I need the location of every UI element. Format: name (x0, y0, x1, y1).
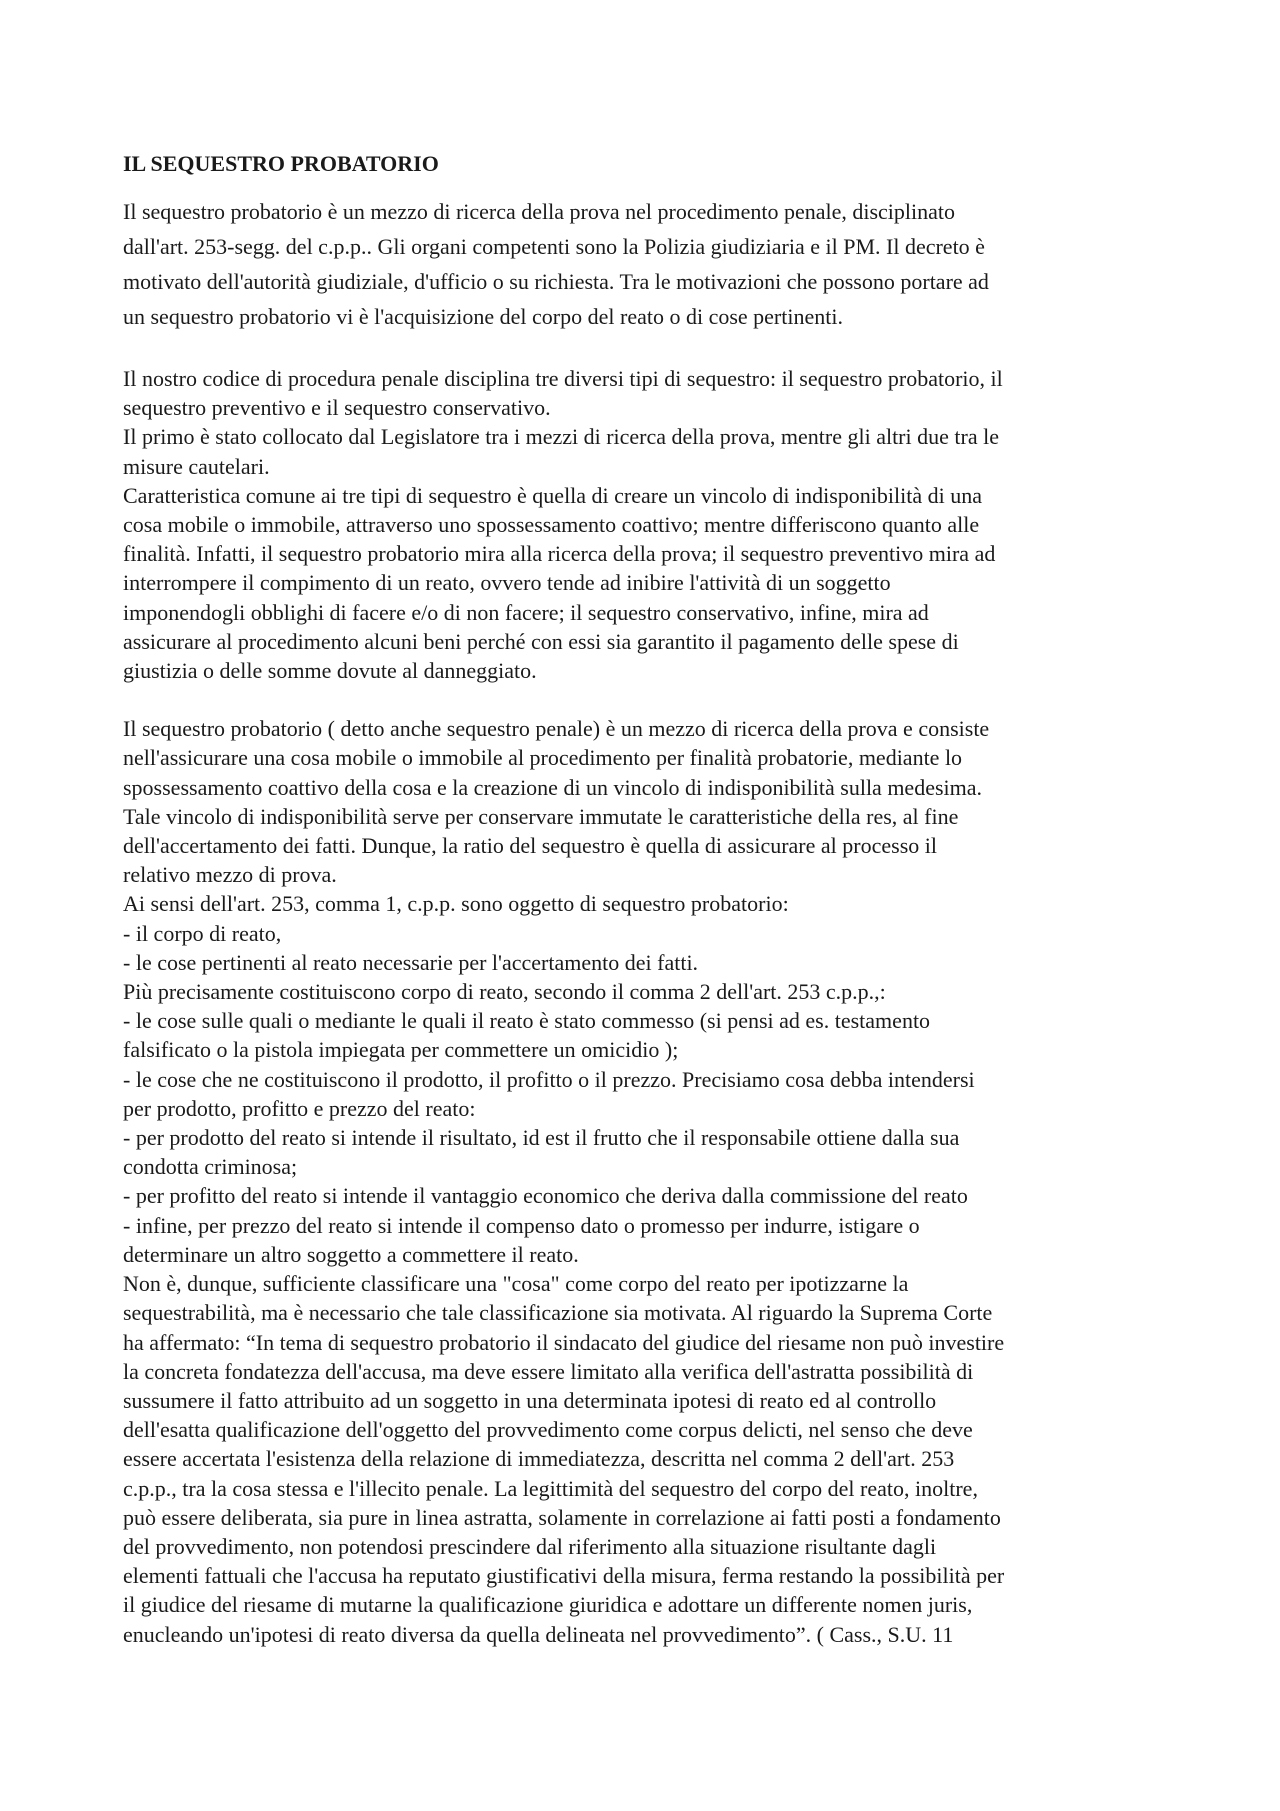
list-item: - le cose pertinenti al reato necessarie per l'accertamento dei fatti. (123, 949, 699, 975)
text-line: spossessamento coattivo della cosa e la creazione di un vincolo di indisponibilità sulla medesima. (123, 774, 983, 800)
text-line: Più precisamente costituiscono corpo di reato, secondo il comma 2 dell'art. 253 c.p.p.,: (123, 979, 886, 1005)
text-line: Non è, dunque, sufficiente classificare una "cosa" come corpo del reato per ipotizzarne la (123, 1271, 909, 1297)
text-line: relativo mezzo di prova. (123, 862, 337, 888)
quote-line: sussumere il fatto attribuito ad un soggetto in una determinata ipotesi di reato ed al controllo (123, 1387, 937, 1413)
text-line: misure cautelari. (123, 453, 270, 479)
body-text (123, 364, 1168, 1649)
text-line: motivato dell'autorità giudiziale, d'ufficio o su richiesta. Tra le motivazioni che possono portare ad (123, 269, 989, 294)
text-line: per prodotto, profitto e prezzo del reato: (123, 1095, 476, 1121)
text-line: condotta criminosa; (123, 1154, 298, 1180)
quote-line: essere accertata l'esistenza della relazione di immediatezza, descritta nel comma 2 dell'art. 253 (123, 1446, 955, 1472)
quote-line: c.p.p., tra la cosa stessa e l'illecito penale. La legittimità del sequestro del corpo del reato, inoltre, (123, 1475, 978, 1501)
intro-paragraph (123, 194, 1168, 334)
text-line: dall'art. 253-segg. del c.p.p.. Gli organi competenti sono la Polizia giudiziaria e il PM. Il decreto è (123, 234, 985, 259)
text-line: un sequestro probatorio vi è l'acquisizione del corpo del reato o di cose pertinenti. (123, 304, 843, 329)
text-line: Caratteristica comune ai tre tipi di sequestro è quella di creare un vincolo di indisponibilità di una (123, 482, 982, 508)
quote-line: il giudice del riesame di mutarne la qualificazione giuridica e adottare un differente nomen juris, (123, 1592, 973, 1618)
text-line: Il sequestro probatorio ( detto anche sequestro penale) è un mezzo di ricerca della prova e consiste (123, 716, 990, 742)
text-line: assicurare al procedimento alcuni beni perché con essi sia garantito il pagamento delle spese di (123, 628, 959, 654)
document-title: IL SEQUESTRO PROBATORIO (123, 151, 439, 176)
quote-line: enucleando un'ipotesi di reato diversa da quella delineata nel provvedimento”. ( Cass., S.U. 11 (123, 1621, 954, 1647)
list-item: - per profitto del reato si intende il vantaggio economico che deriva dalla commissione del reato (123, 1183, 968, 1209)
text-line: Il sequestro probatorio è un mezzo di ricerca della prova nel procedimento penale, disciplinato (123, 199, 956, 224)
text-line: cosa mobile o immobile, attraverso uno spossessamento coattivo; mentre differiscono quanto alle (123, 512, 980, 538)
text-line: giustizia o delle somme dovute al danneggiato. (123, 658, 537, 684)
quote-line: ha affermato: “In tema di sequestro probatorio il sindacato del giudice del riesame non può investire (123, 1329, 1005, 1355)
text-line: finalità. Infatti, il sequestro probatorio mira alla ricerca della prova; il sequestro preventivo mira ad (123, 541, 996, 567)
paragraph-spacer (123, 685, 1168, 714)
text-line: nell'assicurare una cosa mobile o immobile al procedimento per finalità probatorie, mediante lo (123, 745, 963, 771)
list-item: - infine, per prezzo del reato si intende il compenso dato o promesso per indurre, istigare o (123, 1212, 920, 1238)
list-item: - le cose sulle quali o mediante le quali il reato è stato commesso (si pensi ad es. testamento (123, 1008, 931, 1034)
quote-line: la concreta fondatezza dell'accusa, ma deve essere limitato alla verifica dell'astratta possibilità di (123, 1358, 974, 1384)
quote-line: elementi fattuali che l'accusa ha reputato giustificativi della misura, ferma restando la possibilità per (123, 1563, 1005, 1589)
quote-line: può essere deliberata, sia pure in linea astratta, solamente in correlazione ai fatti posti a fondamento (123, 1504, 1001, 1530)
text-line: Il nostro codice di procedura penale disciplina tre diversi tipi di sequestro: il sequestro probatorio, il (123, 366, 1003, 391)
quote-line: del provvedimento, non potendosi prescindere dal riferimento alla situazione risultante dagli (123, 1533, 937, 1559)
text-line: sequestrabilità, ma è necessario che tale classificazione sia motivata. Al riguardo la Suprema Corte (123, 1300, 993, 1326)
text-line: imponendogli obblighi di facere e/o di non facere; il sequestro conservativo, infine, mira ad (123, 599, 929, 625)
text-line: Il primo è stato collocato dal Legislatore tra i mezzi di ricerca della prova, mentre gli altri due tra le (123, 424, 999, 450)
list-item: - le cose che ne costituiscono il prodotto, il profitto o il prezzo. Precisiamo cosa debba intendersi (123, 1066, 975, 1092)
section-types-of-seizure (123, 364, 1168, 685)
list-item: - per prodotto del reato si intende il risultato, id est il frutto che il responsabile ottiene dalla sua (123, 1125, 960, 1151)
quote-line: dell'esatta qualificazione dell'oggetto del provvedimento come corpus delicti, nel senso che deve (123, 1417, 973, 1443)
text-line: sequestro preventivo e il sequestro conservativo. (123, 395, 551, 421)
text-line: Ai sensi dell'art. 253, comma 1, c.p.p. sono oggetto di sequestro probatorio: (123, 891, 789, 917)
list-item: - il corpo di reato, (123, 920, 282, 946)
text-line: Tale vincolo di indisponibilità serve per conservare immutate le caratteristiche della res, al fine (123, 803, 959, 829)
text-line: determinare un altro soggetto a commettere il reato. (123, 1241, 579, 1267)
section-probative-seizure (123, 714, 1168, 1649)
text-line: interrompere il compimento di un reato, ovvero tende ad inibire l'attività di un soggetto (123, 570, 891, 596)
text-line: dell'accertamento dei fatti. Dunque, la ratio del sequestro è quella di assicurare al processo il (123, 833, 937, 859)
text-line: falsificato o la pistola impiegata per commettere un omicidio ); (123, 1037, 679, 1063)
document-page (123, 150, 1168, 1649)
